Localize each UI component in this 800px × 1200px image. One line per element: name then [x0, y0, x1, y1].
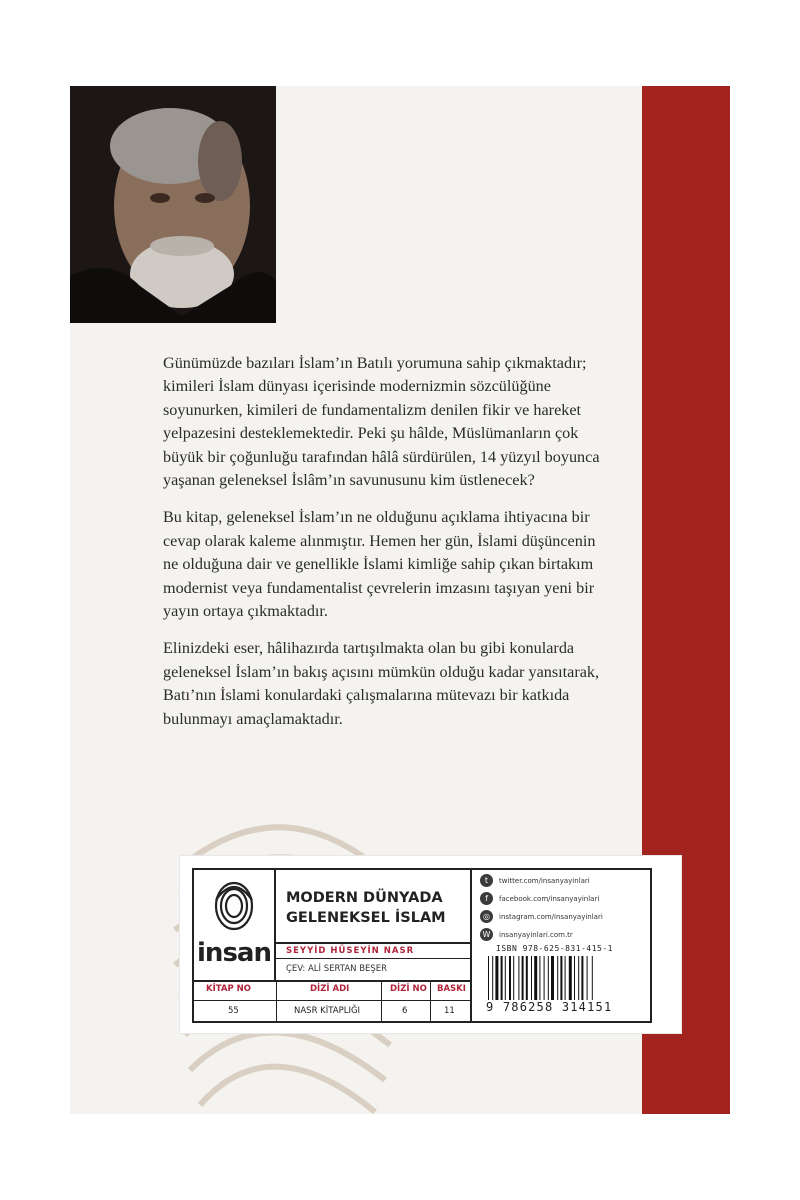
book-title-box: [276, 870, 470, 944]
barcode-bar: [531, 956, 532, 1000]
twitter-icon: t: [480, 874, 493, 887]
blurb: [163, 352, 603, 745]
barcode-bar: [569, 956, 572, 1000]
facebook-icon: f: [480, 892, 493, 905]
info-box: [192, 868, 652, 1023]
blurb-paragraph: Günümüzde bazıları İslam’ın Batılı yorumuna sahip çıkmaktadır; kimileri İslam dünyası içerisinde modernizmin sözcülüğüne soyunurken, kimileri de fundamentalizm denilen fikir ve hareket yelpazesini desteklemektedir. Peki şu hâlde, Müslümanların çok büyük bir çoğunluğu tarafından hâlâ sürdürülen, 14 yüzyıl boyunca yaşanan geleneksel İslâm’ın savunusunu kim üstlenecek?: [163, 354, 600, 490]
divider: [194, 1000, 470, 1001]
barcode-bar: [592, 956, 593, 1000]
barcode-bar: [565, 956, 566, 1000]
table-header-baski: BASKI: [437, 984, 466, 994]
divider: [430, 980, 431, 1021]
barcode-bar: [551, 956, 554, 1000]
social-twitter[interactable]: [480, 874, 590, 887]
barcode-bar: [544, 956, 545, 1000]
contact-column: [470, 870, 652, 1021]
instagram-icon: ◎: [480, 910, 493, 923]
barcode-bar: [488, 956, 489, 1000]
publisher-logo: [194, 870, 276, 980]
social-link: instagram.com/insanyayinlari: [499, 912, 603, 921]
barcode-bar: [534, 956, 537, 1000]
barcode-bar: [509, 956, 511, 1000]
table-cell-dizi-adi: NASR KİTAPLIĞI: [294, 1006, 361, 1016]
social-instagram[interactable]: [480, 910, 603, 923]
barcode-bar: [574, 956, 575, 1000]
barcode-bar: [557, 956, 558, 1000]
table-header-dizi-no: DİZİ NO: [390, 984, 427, 994]
barcode-bar: [539, 956, 540, 1000]
barcode-bar: [513, 956, 514, 1000]
social-website[interactable]: [480, 928, 573, 941]
table-cell-dizi-no: 6: [402, 1006, 408, 1016]
author-name: SEYYİD HÜSEYİN NASR: [286, 946, 415, 956]
barcode-bar: [560, 956, 562, 1000]
divider: [276, 980, 277, 1021]
barcode-bar: [587, 956, 588, 1000]
social-facebook[interactable]: [480, 892, 599, 905]
table-header-dizi-adi: DİZİ ADI: [310, 984, 350, 994]
isbn-text: ISBN 978-625-831-415-1: [496, 944, 613, 953]
barcode-bar: [578, 956, 579, 1000]
barcode-bar: [505, 956, 506, 1000]
barcode-bar: [495, 956, 498, 1000]
divider: [194, 980, 470, 982]
book-title-line: GELENEKSEL İSLAM: [286, 910, 446, 926]
blurb-paragraph: Bu kitap, geleneksel İslam’ın ne olduğunu açıklama ihtiyacına bir cevap olarak kaleme alınmıştır. Hemen her gün, İslami düşüncenin ne olduğuna dair ve genellikle İslami kimliğe sahip çıkan birtakım modernist veya fundamentalist çevrelerin imzasını taşıyan yeni bir yayın ortaya çıkmaktadır.: [163, 508, 596, 621]
fingerprint-logo-icon: [194, 870, 274, 936]
barcode-bar: [501, 956, 503, 1000]
book-title-line: MODERN DÜNYADA: [286, 890, 443, 906]
barcode-bar: [548, 956, 549, 1000]
barcode: [486, 956, 642, 1000]
table-header-kitap-no: KİTAP NO: [206, 984, 251, 994]
divider: [381, 980, 382, 1021]
barcode-bar: [492, 956, 493, 1000]
social-link: facebook.com/insanyayinlari: [499, 894, 600, 903]
publisher-logo-text: insan: [197, 938, 271, 968]
barcode-bar: [581, 956, 583, 1000]
barcode-bar: [522, 956, 524, 1000]
barcode-number: 9 786258 314151: [486, 1000, 613, 1014]
blurb-paragraph: Elinizdeki eser, hâlihazırda tartışılmakta olan bu gibi konularda geleneksel İslam’ın bakış açısını mümkün olduğu kadar yansıtarak, Batı’nın İslami konulardaki çalışmalarına mütevazı bir katkıda bulunmayı amaçlamaktadır.: [163, 639, 600, 728]
divider: [276, 958, 470, 959]
translator-name: ÇEV: ALİ SERTAN BEŞER: [286, 964, 388, 974]
table-cell-kitap-no: 55: [228, 1006, 239, 1016]
publisher-info-panel: [180, 856, 681, 1033]
social-link: twitter.com/insanyayinlari: [499, 876, 590, 885]
author-photo: [70, 86, 276, 323]
table-cell-baski: 11: [444, 1006, 455, 1016]
barcode-bar: [526, 956, 528, 1000]
web-icon: W: [480, 928, 493, 941]
social-link: insanyayinlari.com.tr: [499, 930, 573, 939]
barcode-bar: [518, 956, 519, 1000]
